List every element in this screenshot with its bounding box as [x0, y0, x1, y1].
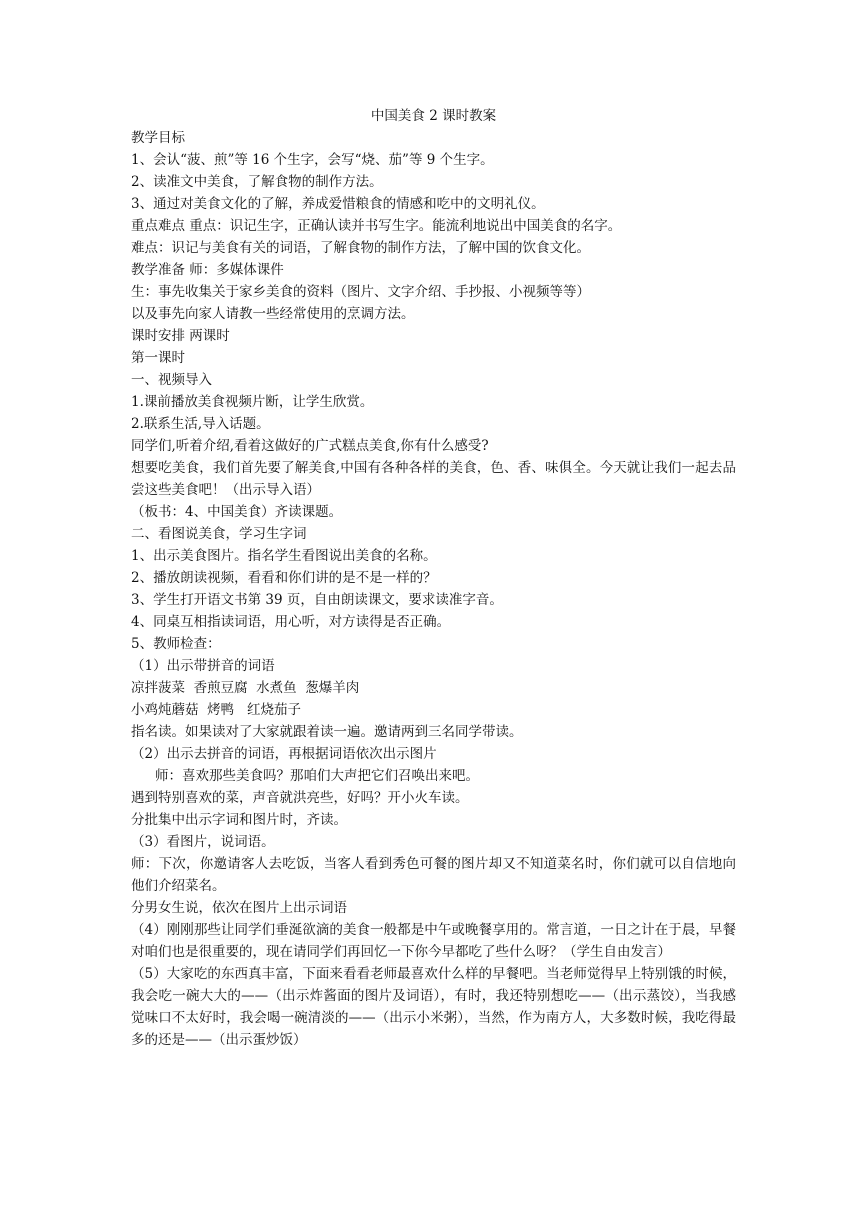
check-1-instruction: 指名读。如果读对了大家就跟着读一遍。邀请两到三名同学带读。	[131, 724, 523, 740]
group-reading: 分批集中出示字词和图片时，齐读。	[131, 812, 347, 828]
check-3-heading: （3）看图片，说词语。	[131, 834, 275, 850]
check-4-paragraph: （4）刚刚那些让同学们垂涎欲滴的美食一般都是中午或晚餐享用的。常言道，一日之计在于晨，早餐对咱们也是很重要的，现在请同学们再回忆一下你今早都吃了些什么呀？（学生自由发言）	[131, 922, 736, 960]
part-two-step-4: 4、同桌互相指读词语，用心听，对方读得是否正确。	[131, 614, 451, 630]
check-1-heading: （1）出示带拼音的词语	[131, 658, 275, 674]
difficult-points: 难点：识记与美食有关的词语，了解食物的制作方法，了解中国的饮食文化。	[131, 240, 590, 256]
teacher-prompt: 师：喜欢那些美食吗？那咱们大声把它们召唤出来吧。	[155, 768, 479, 784]
document-page	[131, 105, 736, 1051]
part-two-heading: 二、看图说美食，学习生字词	[131, 526, 307, 542]
goal-2: 2、读准文中美食，了解食物的制作方法。	[131, 174, 383, 190]
part-two-step-5: 5、教师检查：	[131, 636, 221, 652]
section-heading-goals: 教学目标	[131, 130, 185, 146]
document-title: 中国美食 2 课时教案	[370, 108, 497, 124]
goal-3: 3、通过对美食文化的了解，养成爱惜粮食的情感和吃中的文明礼仪。	[131, 196, 545, 212]
part-one-heading: 一、视频导入	[131, 372, 212, 388]
lesson-one-heading: 第一课时	[131, 350, 185, 366]
intro-paragraph: 想要吃美食，我们首先要了解美食,中国有各种各样的美食，色、香、味俱全。今天就让我们一起去品尝这些美食吧！（出示导入语）	[131, 460, 736, 498]
check-2-heading: （2）出示去拼音的词语，再根据词语依次出示图片	[131, 746, 437, 762]
check-5-paragraph: （5）大家吃的东西真丰富，下面来看看老师最喜欢什么样的早餐吧。当老师觉得早上特别饿的时候，我会吃一碗大大的——（出示炸酱面的图片及词语），有时，我还特别想吃——（出示蒸饺），当我感觉味口不太好时，我会喝一碗清淡的——（出示小米粥），当然，作为南方人，大多数时候，我吃得最多的还是——（出示蛋炒饭）	[131, 966, 736, 1048]
preparation-student-cont: 以及事先向家人请教一些经常使用的烹调方法。	[131, 306, 415, 322]
goal-1: 1、会认“菠、煎”等 16 个生字，会写“烧、茄”等 9 个生字。	[131, 152, 494, 168]
part-two-step-1: 1、出示美食图片。指名学生看图说出美食的名称。	[131, 548, 437, 564]
boys-girls-instruction: 分男女生说，依次在图片上出示词语	[131, 900, 347, 916]
vocab-row-1: 凉拌菠菜 香煎豆腐 水煮鱼 葱爆羊肉	[131, 680, 360, 696]
preparation-student: 生：事先收集关于家乡美食的资料（图片、文字介绍、手抄报、小视频等等）	[131, 284, 590, 300]
intro-question: 同学们,听着介绍,看着这做好的广式糕点美食,你有什么感受?	[131, 438, 489, 454]
part-two-step-2: 2、播放朗读视频，看看和你们讲的是不是一样的？	[131, 570, 437, 586]
part-one-step-1: 1.课前播放美食视频片断，让学生欣赏。	[131, 394, 374, 410]
key-points: 重点难点 重点：识记生字，正确认读并书写生字。能流利地说出中国美食的名字。	[131, 218, 622, 234]
schedule: 课时安排 两课时	[131, 328, 230, 344]
blackboard-title: （板书：4、中国美食）齐读课题。	[131, 504, 343, 520]
part-one-step-2: 2.联系生活,导入话题。	[131, 416, 270, 432]
check-3-paragraph: 师：下次，你邀请客人去吃饭，当客人看到秀色可餐的图片却又不知道菜名时，你们就可以自信地向他们介绍菜名。	[131, 856, 736, 894]
teacher-prompt-cont: 遇到特别喜欢的菜，声音就洪亮些，好吗？开小火车读。	[131, 790, 469, 806]
part-two-step-3: 3、学生打开语文书第 39 页，自由朗读课文，要求读准字音。	[131, 592, 503, 608]
vocab-row-2: 小鸡炖蘑菇 烤鸭 红烧茄子	[131, 702, 301, 718]
preparation-teacher: 教学准备 师：多媒体课件	[131, 262, 284, 278]
